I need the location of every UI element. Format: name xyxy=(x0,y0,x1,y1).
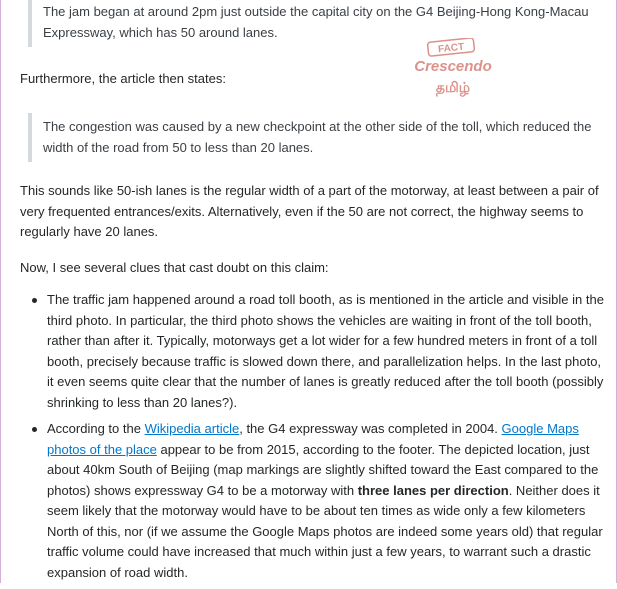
paragraph-2: This sounds like 50-ish lanes is the regular width of a part of the motorway, at least between a pair of very frequented entrances/exits. Alternatively, even if the 50 are not correct, the highway seems to regularly have 20 lanes. xyxy=(20,183,599,239)
list-item xyxy=(20,290,606,413)
paragraph-3: Now, I see several clues that cast doubt on this claim: xyxy=(20,260,329,275)
quote-block-1 xyxy=(28,0,613,47)
paragraph-1: Furthermore, the article then states: xyxy=(20,71,226,86)
fact-crescendo-watermark-logo xyxy=(398,38,508,100)
bold-emphasis: three lanes per direction xyxy=(357,482,509,498)
bullet-2-text-3: appear to be from 2015, according to the footer. The depicted location, just about 40km South of Beijing (map markings are slightly shifted toward the East compared to the photos) shows expressway G4 to be a motorway with xyxy=(47,441,599,498)
bullet-1-text: The traffic jam happened around a road toll booth, as is mentioned in the article and visible in the third photo. In particular, the third photo shows the vehicles are waiting in front of the toll booth, rather than after it. Typically, motorways get a lot wider for a few hundred meters in front of a toll booth, precisely because traffic is slowed down there, and parallelization helps. In the last photo, it even seems quite clear that the number of lanes is greatly reduced after the toll booth (possibly shrinking to less than 20 lanes?). xyxy=(47,292,604,410)
quote-2-text: The congestion was caused by a new checkpoint at the other side of the toll, which reduced the width of the road from 50 to less than 20 lanes. xyxy=(43,119,592,155)
quote-1-text: The jam began at around 2pm just outside the capital city on the G4 Beijing-Hong Kong-Macau Expressway, which has 50 around lanes. xyxy=(43,4,589,40)
clue-list xyxy=(20,290,606,589)
wikipedia-article-link[interactable]: Wikipedia article xyxy=(144,421,240,436)
list-item xyxy=(20,419,606,583)
watermark-line-2: Crescendo xyxy=(414,58,492,75)
watermark-line-1: FACT xyxy=(437,41,465,56)
watermark-line-3: தமிழ் xyxy=(435,80,471,96)
bullet-2-text-1: According to the xyxy=(47,421,145,436)
bullet-2-text-2: , the G4 expressway was completed in 2004. xyxy=(239,421,502,436)
bullet-2-text-4: . Neither does it seem likely that the motorway would have to be about ten times as wide only a few kilometers North of this, nor (if we assume the Google Maps photos are indeed some years old) that regular traffic volume could have increased that much within just a few years, to warrant such a drastic expansion of road width. xyxy=(47,482,603,580)
google-maps-photos-link[interactable]: Google Maps photos of the place xyxy=(47,421,579,457)
quote-block-2 xyxy=(28,113,613,162)
fact-stamp-icon xyxy=(427,38,474,56)
